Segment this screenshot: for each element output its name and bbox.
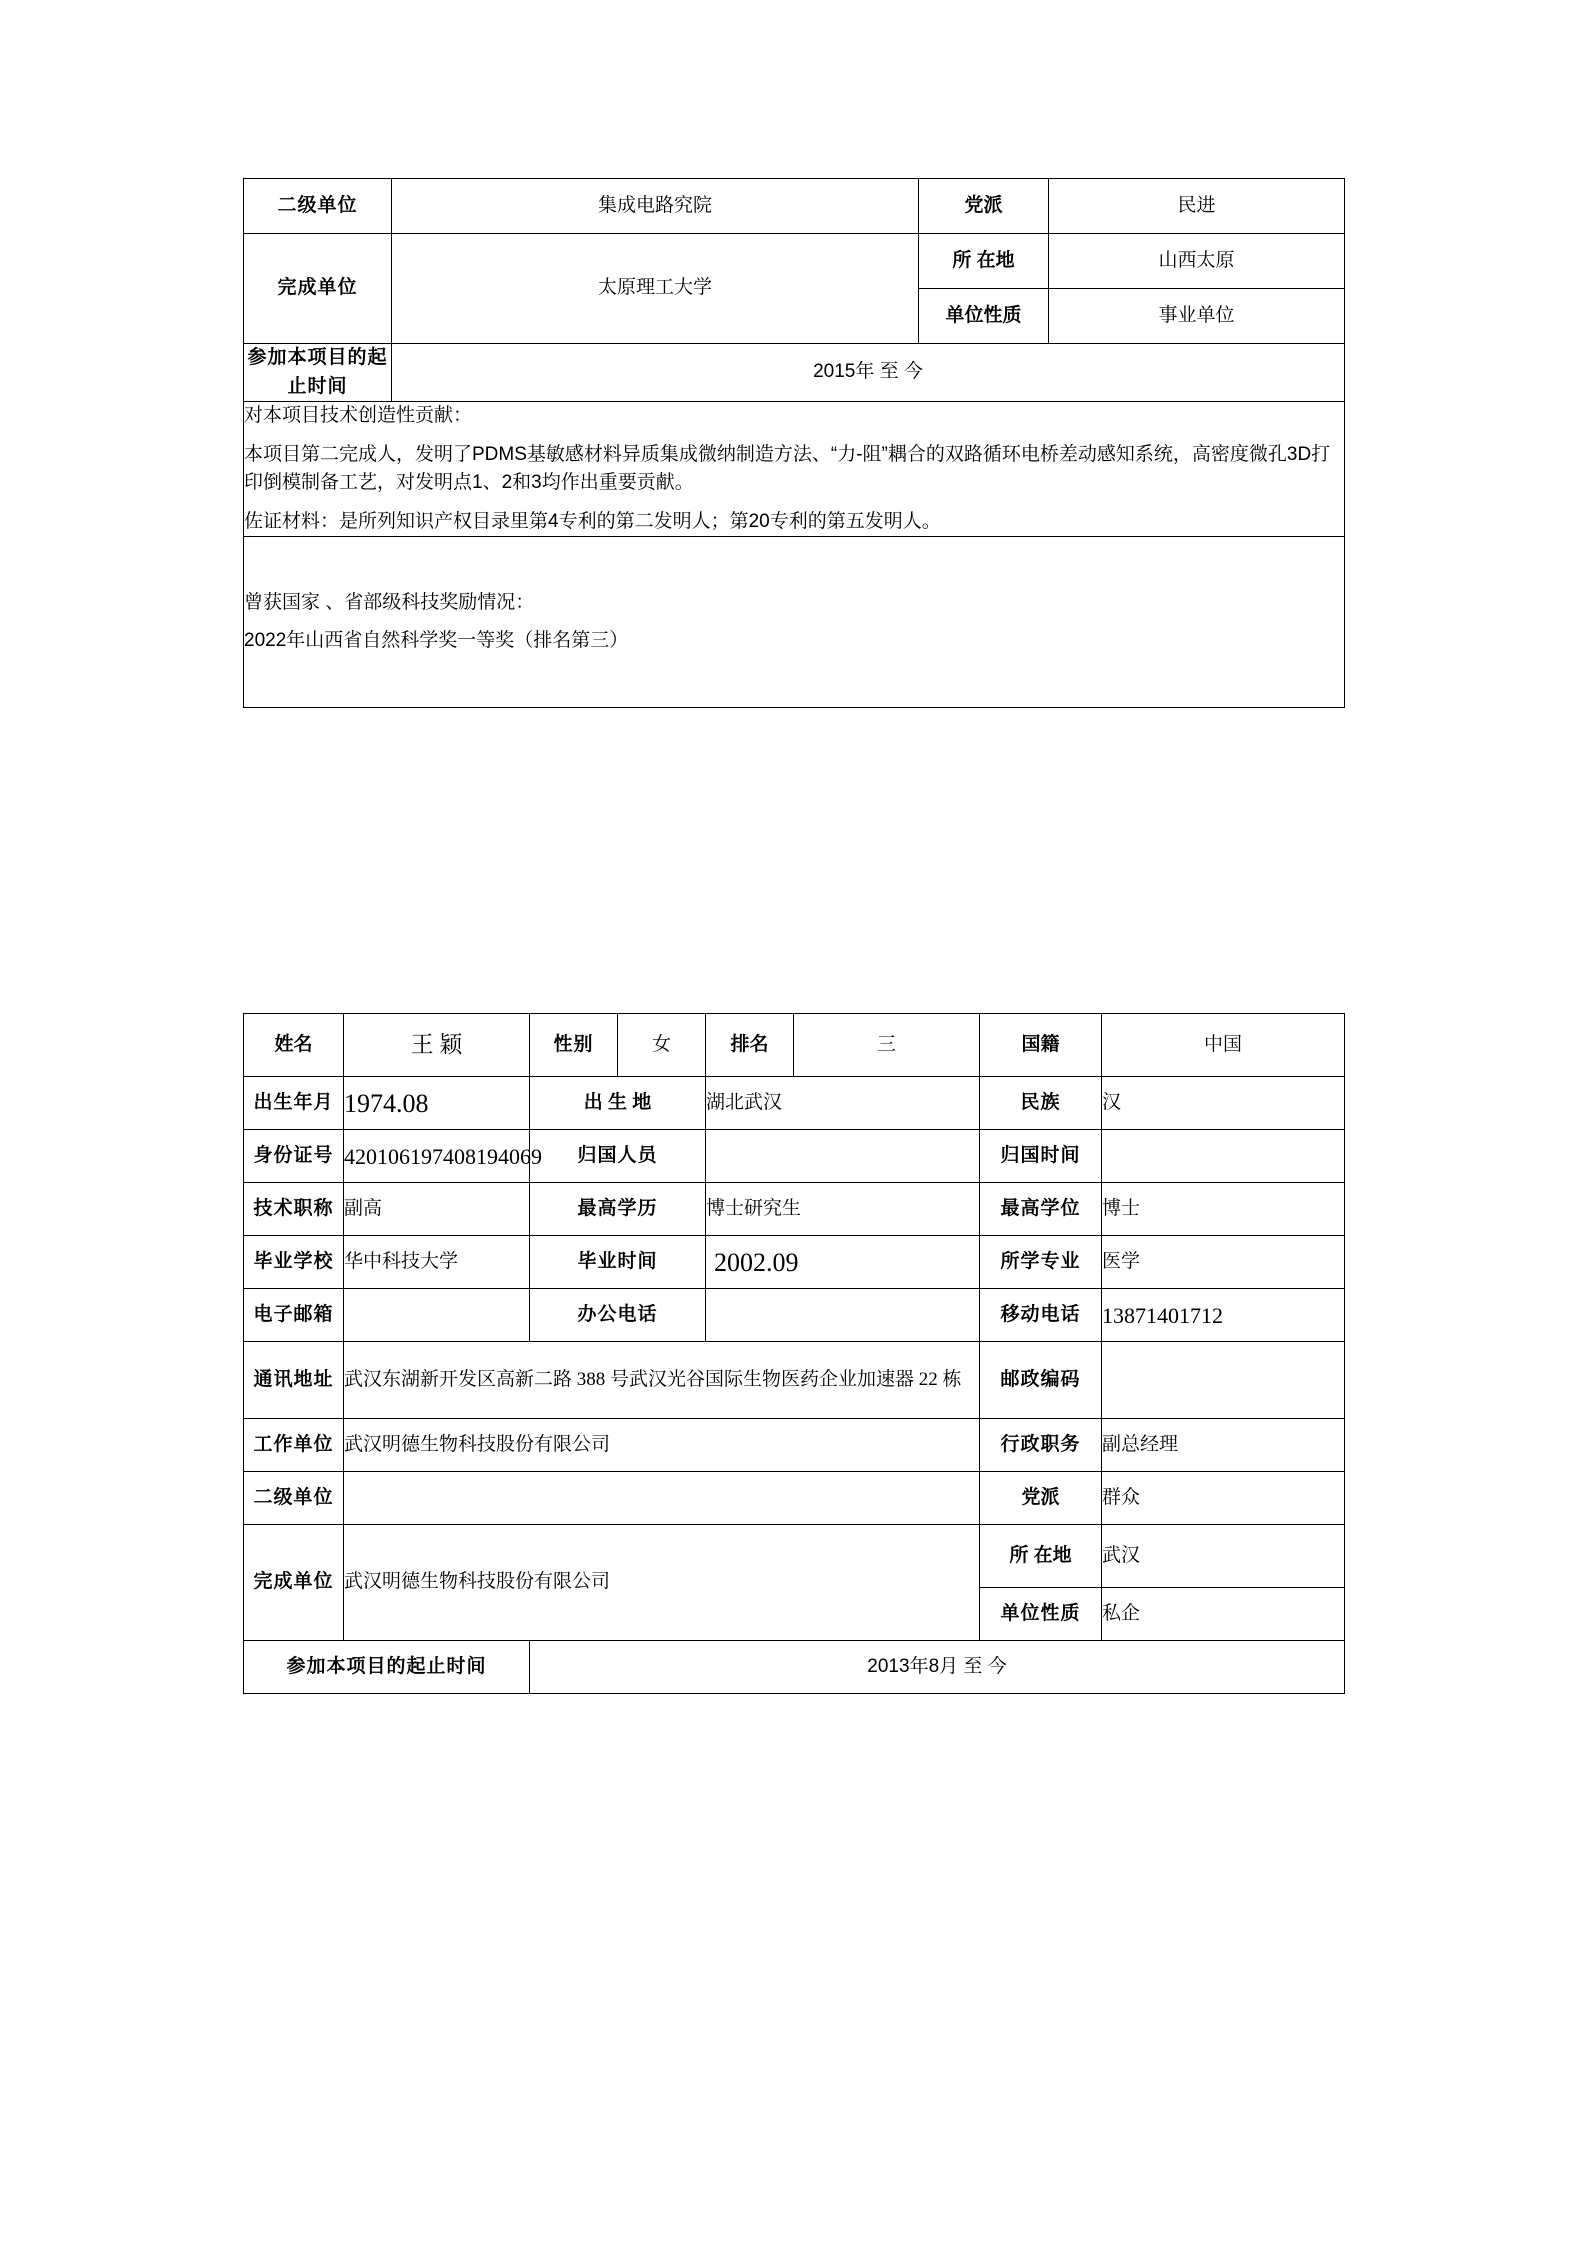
admin-post-label: 行政职务: [980, 1419, 1102, 1472]
address-value[interactable]: 武汉东湖新开发区高新二路 388 号武汉光谷国际生物医药企业加速器 22 栋: [344, 1342, 980, 1419]
section-one-table: [243, 178, 1344, 708]
education-value[interactable]: 博士研究生: [706, 1183, 980, 1236]
contribution-cell[interactable]: [244, 402, 1345, 537]
table-row: [244, 1289, 1345, 1342]
graduation-label: 毕业时间: [530, 1236, 706, 1289]
contribution-paragraph-2: 佐证材料：是所列知识产权目录里第4专利的第二发明人；第20专利的第五发明人。: [244, 510, 941, 532]
work-unit-label: 工作单位: [244, 1419, 344, 1472]
work-unit-value[interactable]: 武汉明德生物科技股份有限公司: [344, 1419, 980, 1472]
address-label: 通讯地址: [244, 1342, 344, 1419]
name-value[interactable]: 王 颖: [344, 1014, 530, 1077]
period-value-2[interactable]: 2013年8月 至 今: [530, 1641, 1345, 1694]
party-label: 党派: [919, 179, 1049, 234]
degree-value[interactable]: 博士: [1102, 1183, 1345, 1236]
location-label: 所 在地: [919, 234, 1049, 289]
section-two-table: [243, 1013, 1344, 1694]
admin-post-value[interactable]: 副总经理: [1102, 1419, 1345, 1472]
ethnicity-label: 民族: [980, 1077, 1102, 1130]
return-time-value[interactable]: [1102, 1130, 1345, 1183]
id-number-label: 身份证号: [244, 1130, 344, 1183]
gender-value[interactable]: 女: [618, 1014, 706, 1077]
unit-nature-label-2: 单位性质: [980, 1588, 1102, 1641]
contribution-paragraph-1: 本项目第二完成人，发明了PDMS基敏感材料异质集成微纳制造方法、“力-阻”耦合的双路循环电桥差动感知系统，高密度微孔3D打印倒模制备工艺，对发明点1、2和3均作出重要贡献。: [244, 443, 1331, 493]
return-time-label: 归国时间: [980, 1130, 1102, 1183]
awards-title: 曾获国家 、省部级科技奖励情况：: [244, 591, 535, 613]
major-value[interactable]: 医学: [1102, 1236, 1345, 1289]
table-row: [244, 1077, 1345, 1130]
completion-unit-label-2: 完成单位: [244, 1525, 344, 1641]
table-row: [244, 1014, 1345, 1077]
secondary-unit-label-2: 二级单位: [244, 1472, 344, 1525]
returnee-label: 归国人员: [530, 1130, 706, 1183]
birth-place-value[interactable]: 湖北武汉: [706, 1077, 980, 1130]
technical-title-label: 技术职称: [244, 1183, 344, 1236]
table-row: [244, 1419, 1345, 1472]
major-label: 所学专业: [980, 1236, 1102, 1289]
technical-title-value[interactable]: 副高: [344, 1183, 530, 1236]
awards-content: 2022年山西省自然科学奖一等奖（排名第三）: [244, 630, 629, 651]
office-phone-label: 办公电话: [530, 1289, 706, 1342]
table-row: [244, 1525, 1345, 1588]
id-number-value[interactable]: 420106197408194069: [344, 1130, 530, 1183]
school-value[interactable]: 华中科技大学: [344, 1236, 530, 1289]
unit-nature-label: 单位性质: [919, 289, 1049, 344]
ethnicity-value[interactable]: 汉: [1102, 1077, 1345, 1130]
postcode-label: 邮政编码: [980, 1342, 1102, 1419]
table-row: [244, 1342, 1345, 1419]
name-label: 姓名: [244, 1014, 344, 1077]
school-label: 毕业学校: [244, 1236, 344, 1289]
location-value-2[interactable]: 武汉: [1102, 1525, 1345, 1588]
period-label-2: 参加本项目的起止时间: [244, 1641, 530, 1694]
gender-label: 性别: [530, 1014, 618, 1077]
table-row: [244, 234, 1345, 289]
table-row-contribution: [244, 402, 1345, 537]
education-label: 最高学历: [530, 1183, 706, 1236]
table-row: [244, 1236, 1345, 1289]
table-row: [244, 1130, 1345, 1183]
completion-unit-label: 完成单位: [244, 234, 392, 344]
email-label: 电子邮箱: [244, 1289, 344, 1342]
unit-nature-value[interactable]: 事业单位: [1049, 289, 1345, 344]
table-row: [244, 1641, 1345, 1694]
rank-label: 排名: [706, 1014, 794, 1077]
nationality-label: 国籍: [980, 1014, 1102, 1077]
party-label-2: 党派: [980, 1472, 1102, 1525]
email-value[interactable]: [344, 1289, 530, 1342]
rank-value[interactable]: 三: [794, 1014, 980, 1077]
office-phone-value[interactable]: [706, 1289, 980, 1342]
completion-unit-value-2[interactable]: 武汉明德生物科技股份有限公司: [344, 1525, 980, 1641]
period-label: 参加本项目的起止时间: [244, 344, 392, 402]
party-value-2[interactable]: 群众: [1102, 1472, 1345, 1525]
birth-place-label: 出 生 地: [530, 1077, 706, 1130]
unit-nature-value-2[interactable]: 私企: [1102, 1588, 1345, 1641]
birth-date-value[interactable]: 1974.08: [344, 1077, 530, 1130]
mobile-value[interactable]: 13871401712: [1102, 1289, 1345, 1342]
location-value[interactable]: 山西太原: [1049, 234, 1345, 289]
mobile-label: 移动电话: [980, 1289, 1102, 1342]
location-label-2: 所 在地: [980, 1525, 1102, 1588]
table-row: [244, 1183, 1345, 1236]
birth-date-label: 出生年月: [244, 1077, 344, 1130]
period-value[interactable]: 2015年 至 今: [392, 344, 1345, 402]
degree-label: 最高学位: [980, 1183, 1102, 1236]
postcode-value[interactable]: [1102, 1342, 1345, 1419]
secondary-unit-value[interactable]: 集成电路究院: [392, 179, 919, 234]
graduation-value[interactable]: 2002.09: [706, 1236, 980, 1289]
table-row: [244, 344, 1345, 402]
completion-unit-value[interactable]: 太原理工大学: [392, 234, 919, 344]
table-row: [244, 1472, 1345, 1525]
secondary-unit-value-2[interactable]: [344, 1472, 980, 1525]
contribution-title: 对本项目技术创造性贡献：: [244, 405, 473, 426]
awards-cell[interactable]: [244, 537, 1345, 708]
returnee-value[interactable]: [706, 1130, 980, 1183]
secondary-unit-label: 二级单位: [244, 179, 392, 234]
party-value[interactable]: 民进: [1049, 179, 1345, 234]
nationality-value[interactable]: 中国: [1102, 1014, 1345, 1077]
table-row-awards: [244, 537, 1345, 708]
table-row: [244, 179, 1345, 234]
